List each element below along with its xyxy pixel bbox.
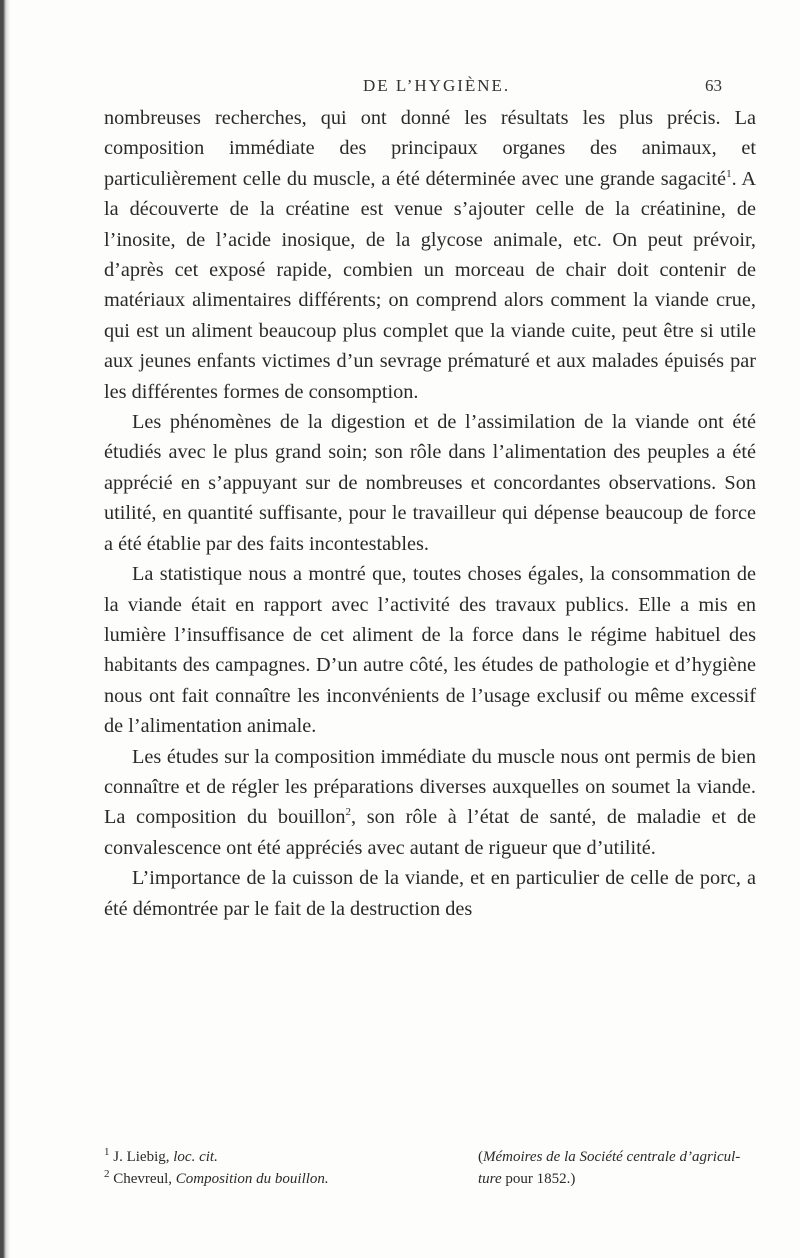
footnote-reference: 2 bbox=[345, 806, 352, 819]
footnote-2-journal-end bbox=[478, 1168, 575, 1190]
footnote-ref: loc. cit. bbox=[173, 1149, 218, 1165]
paragraph-text: nombreuses recherches, qui ont donné les résultats les plus précis. La composition immédiate des principaux organes des animaux, et particulièrement celle du muscle, a été déterminée avec une grande sagacité bbox=[104, 107, 756, 190]
footnote-mark: 1 bbox=[104, 1146, 110, 1158]
page-number: 63 bbox=[705, 76, 722, 95]
body-text bbox=[104, 103, 756, 924]
footnote-title: Composition du bouillon. bbox=[175, 1171, 329, 1187]
footnote-row bbox=[104, 1146, 756, 1168]
footnote-journal-title-end: ture bbox=[478, 1171, 502, 1187]
footnote-mark: 2 bbox=[104, 1168, 110, 1180]
footnote-journal-title: Mémoires de la Société centrale d’agricul- bbox=[483, 1149, 741, 1165]
paragraph: Les phénomènes de la digestion et de l’assimilation de la viande ont été étudiés avec le plus grand soin; son rôle dans l’alimentation des peuples a été apprécié en s’appuyant sur de nombreuses et concordantes observations. Son utilité, en quantité suffisante, pour le travailleur qui dépense beaucoup de force a été établie par des faits incontestables. bbox=[104, 411, 756, 555]
paragraph: L’importance de la cuisson de la viande, et en particulier de celle de porc, a été démontrée par le fait de la destruction des bbox=[104, 867, 756, 920]
footnote-1 bbox=[104, 1146, 218, 1168]
footnote-paren: ( bbox=[478, 1149, 483, 1165]
paragraph-text: , son rôle à l’état de santé, de maladie et de convalescence ont été appréciés avec autant de rigueur que d’utilité. bbox=[104, 806, 756, 859]
footnote-author: Chevreul, bbox=[113, 1171, 172, 1187]
footnote-2-continuation bbox=[478, 1146, 740, 1168]
footnote-reference: 1 bbox=[726, 168, 732, 181]
paragraph-text: Les études sur la composition immédiate du muscle nous ont permis de bien connaître et de régler les préparations diverses auxquelles on soumet la viande. La composition du bouillon bbox=[104, 745, 756, 829]
paragraph bbox=[104, 742, 756, 864]
running-title: DE L’HYGIÈNE. bbox=[363, 76, 511, 95]
paragraph: La statistique nous a montré que, toutes choses égales, la consommation de la viande était en rapport avec l’activité des travaux publics. Elle a mis en lumière l’insuffisance de cet aliment de la force dans le régime habituel des habitants des campagnes. D’un autre côté, les études de pathologie et d’hygiène nous ont fait connaître les inconvénients de l’usage exclusif ou même excessif de l’alimentation animale. bbox=[104, 563, 756, 738]
binding-edge bbox=[0, 0, 10, 1258]
footnote-2 bbox=[104, 1168, 329, 1190]
footnote-row bbox=[104, 1168, 756, 1190]
footnote-author: J. Liebig, bbox=[113, 1149, 170, 1165]
footnotes bbox=[104, 1146, 756, 1190]
running-head bbox=[0, 76, 800, 100]
footnote-year: pour 1852.) bbox=[501, 1171, 576, 1187]
paragraph bbox=[104, 103, 756, 407]
paragraph-text: . A la découverte de la créatine est venue s’ajouter celle de la créatinine, de l’inosite, de l’acide inosique, de la glycose animale, etc. On peut prévoir, d’après cet exposé rapide, combien un morceau de chair doit contenir de matériaux alimentaires différents; on comprend alors comment la viande crue, qui est un aliment beaucoup plus complet que la viande cuite, peut être si utile aux jeunes enfants victimes d’un sevrage prématuré et aux malades épuisés par les différentes formes de consomption. bbox=[104, 167, 757, 403]
